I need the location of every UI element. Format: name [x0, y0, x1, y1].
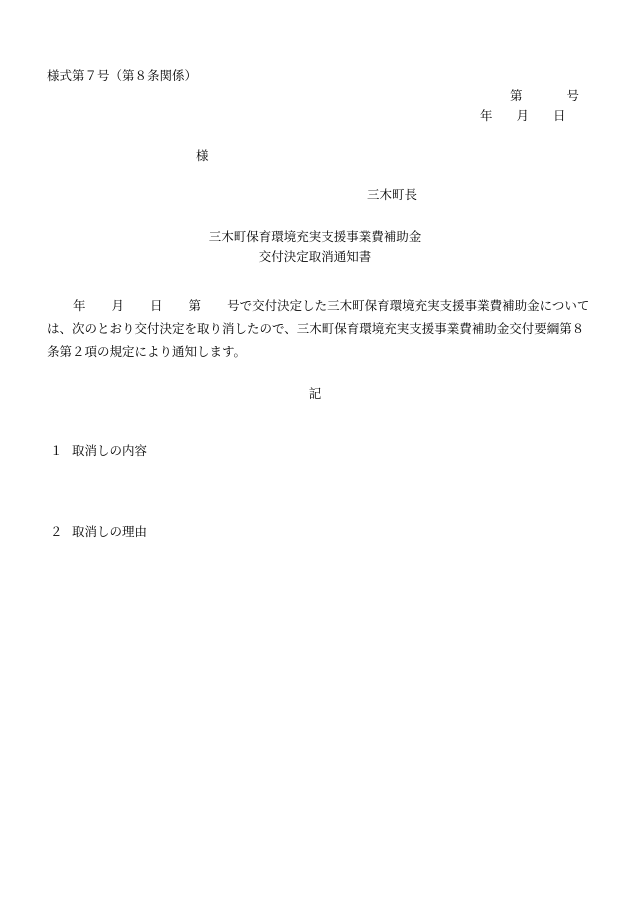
- issue-date-month: 月: [516, 108, 530, 123]
- body-line-1-rest: 号で交付決定した三木町保育環境充実支援事業費補助金につい: [227, 298, 577, 313]
- ki-heading: 記: [308, 386, 322, 401]
- item-label: 取消しの内容: [72, 443, 148, 458]
- document-title-line2: 交付決定取消通知書: [258, 249, 372, 264]
- body-line-3: 条第２項の規定により通知します。: [47, 344, 247, 359]
- form-number: 様式第７号（第８条関係）: [47, 68, 198, 83]
- item-label: 取消しの理由: [72, 524, 148, 539]
- addressee: 様: [196, 148, 209, 163]
- issue-date: [480, 106, 566, 124]
- issue-date-year: 年: [480, 108, 493, 123]
- body-year: 年: [73, 298, 86, 313]
- item-cancellation-reason: [50, 522, 147, 540]
- issue-number-suffix: 号: [566, 88, 580, 103]
- body-month: 月: [111, 298, 125, 313]
- item-number: ２: [50, 524, 63, 539]
- item-cancellation-content: [50, 441, 147, 459]
- body-line-2: は、次のとおり交付決定を取り消したので、三木町保育環境充実支援事業費補助金交付要綱第８: [47, 321, 585, 336]
- body-day: 日: [150, 298, 163, 313]
- issue-date-day: 日: [553, 108, 566, 123]
- item-number: １: [50, 443, 63, 458]
- document-title-line1: 三木町保育環境充実支援事業費補助金: [208, 229, 422, 244]
- body-number-prefix: 第: [188, 298, 202, 313]
- body-line-1: [47, 294, 590, 317]
- issue-number-prefix: 第: [510, 88, 523, 103]
- body-line-1-end: て: [576, 298, 590, 313]
- body-text: [47, 294, 590, 363]
- sender: 三木町長: [367, 187, 418, 202]
- issue-number: [510, 86, 579, 104]
